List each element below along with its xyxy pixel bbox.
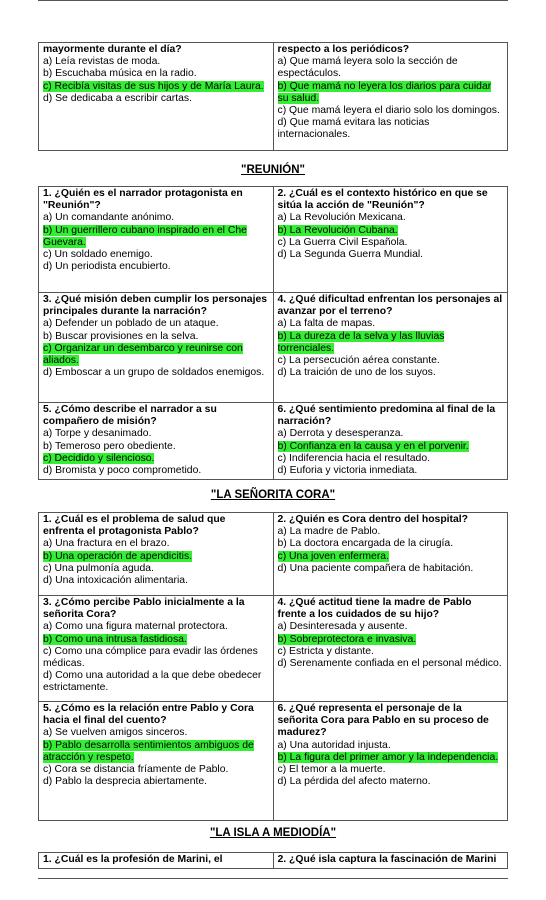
correct-answer-highlight: b) Confianza en la causa y en el porvenir. xyxy=(277,440,469,452)
answer-option xyxy=(278,658,504,670)
correct-answer-highlight: b) Pablo desarrolla sentimientos ambiguos de atracción y respeto. xyxy=(43,739,254,763)
answer-option xyxy=(43,776,269,788)
answer-option xyxy=(43,563,269,575)
answer-text: c) Una pulmonía aguda. xyxy=(43,562,154,574)
answer-option xyxy=(278,551,504,563)
answer-text: b) Escuchaba música en la radio. xyxy=(43,68,197,80)
answer-text: d) Como una autoridad a la que debe obedecer estrictamente. xyxy=(43,670,262,694)
correct-answer-highlight: b) Como una intrusa fastidiosa. xyxy=(43,633,187,645)
question-cell xyxy=(273,853,508,869)
answer-text: b) La doctora encargada de la cirugía. xyxy=(277,538,454,550)
answer-option xyxy=(278,355,504,367)
answer-text: c) El temor a la muerte. xyxy=(277,764,386,776)
answer-option xyxy=(278,538,504,550)
answer-text: d) Un periodista encubierto. xyxy=(43,261,171,273)
page-top-rule xyxy=(38,0,508,1)
answer-option xyxy=(43,331,269,343)
answer-option xyxy=(278,646,504,658)
question-text: 6. ¿Qué sentimiento predomina al final de la narración? xyxy=(277,404,496,428)
question-cell xyxy=(39,403,274,480)
answer-text: c) Estricta y distante. xyxy=(277,645,374,657)
answer-option xyxy=(43,670,269,694)
answer-text: a) Torpe y desanimado. xyxy=(43,428,152,440)
section-title-reunion: "REUNIÓN" xyxy=(241,164,305,176)
answer-option xyxy=(278,212,504,224)
answer-option xyxy=(43,538,269,550)
answer-text: d) Una paciente compañera de habitación. xyxy=(277,562,474,574)
answer-option xyxy=(43,93,269,105)
reunion-question-table xyxy=(38,186,508,480)
question-text: 6. ¿Qué representa el personaje de la señorita Cora para Pablo en su proceso de madurez? xyxy=(277,703,489,739)
correct-answer-highlight: b) Sobreprotectora e invasiva. xyxy=(277,633,417,645)
cont-left-cell xyxy=(39,43,274,151)
answer-text: c) Que mamá leyera el diario solo los domingos. xyxy=(277,105,500,117)
answer-text: a) La Revolución Mexicana. xyxy=(277,212,406,224)
cont-right-cell xyxy=(273,43,508,151)
answer-option xyxy=(278,117,504,141)
answer-option xyxy=(43,343,269,367)
correct-answer-highlight: b) Una operación de apendicitis. xyxy=(43,550,193,562)
answer-text: b) Buscar provisiones en la selva. xyxy=(43,330,199,342)
question-cell xyxy=(273,403,508,480)
answer-text: a) Una autoridad injusta. xyxy=(277,739,391,751)
correct-answer-highlight: b) La Revolución Cubana. xyxy=(277,224,398,236)
question-cell xyxy=(273,293,508,403)
answer-text: c) La persecución aérea constante. xyxy=(277,355,440,367)
answer-option xyxy=(278,331,504,355)
answer-option xyxy=(278,237,504,249)
answer-option xyxy=(278,441,504,453)
answer-option xyxy=(278,225,504,237)
answer-option xyxy=(278,764,504,776)
question-text: 2. ¿Qué isla captura la fascinación de Marini xyxy=(277,854,497,865)
question-text: 4. ¿Qué dificultad enfrentan los personajes al avanzar por el terreno? xyxy=(277,294,503,318)
question-cell xyxy=(273,187,508,293)
answer-option xyxy=(278,563,504,575)
correct-answer-highlight: b) Que mamá no leyera los diarios para cuidar su salud. xyxy=(277,80,492,104)
cora-question-table xyxy=(38,512,508,821)
answer-option xyxy=(278,621,504,633)
question-cell xyxy=(39,702,274,821)
answer-option xyxy=(43,441,269,453)
question-text: 1. ¿Cuál es la profesión de Marini, el xyxy=(43,854,223,865)
answer-option xyxy=(43,56,269,68)
question-text: 5. ¿Cómo es la relación entre Pablo y Cora hacia el final del cuento? xyxy=(43,703,254,727)
answer-text: a) Leía revistas de moda. xyxy=(43,56,161,68)
answer-option xyxy=(43,212,269,224)
question-text: 1. ¿Quién es el narrador protagonista en "Reunión"? xyxy=(43,188,243,212)
answer-option xyxy=(43,68,269,80)
answer-text: a) Se vuelven amigos sinceros. xyxy=(43,727,188,739)
answer-option xyxy=(43,318,269,330)
question-text: 2. ¿Cuál es el contexto histórico en que se sitúa la acción de "Reunión"? xyxy=(277,188,488,212)
continuation-table xyxy=(38,42,508,151)
answer-text: d) Que mamá evitara las noticias internacionales. xyxy=(277,117,430,141)
answer-text: a) Desinteresada y ausente. xyxy=(277,621,408,633)
question-cell xyxy=(39,853,274,869)
correct-answer-highlight: c) Recibía visitas de sus hijos y de María Laura. xyxy=(43,80,264,92)
answer-text: a) Como una figura maternal protectora. xyxy=(43,621,228,633)
question-text: 3. ¿Cómo percibe Pablo inicialmente a la señorita Cora? xyxy=(43,597,245,621)
answer-text: d) La traición de uno de los suyos. xyxy=(277,367,436,379)
answer-option xyxy=(43,575,269,587)
question-cell xyxy=(39,596,274,702)
answer-option xyxy=(278,752,504,764)
answer-option xyxy=(43,225,269,249)
answer-text: d) Una intoxicación alimentaria. xyxy=(43,575,188,587)
answer-text: c) Como una cómplice para evadir las órdenes médicas. xyxy=(43,645,258,670)
answer-text: d) Se dedicaba a escribir cartas. xyxy=(43,92,193,104)
answer-option xyxy=(278,465,504,477)
question-text: 2. ¿Quién es Cora dentro del hospital? xyxy=(277,514,469,525)
answer-option xyxy=(43,551,269,563)
question-cell xyxy=(273,513,508,596)
question-text: mayormente durante el día? xyxy=(43,44,182,55)
answer-text: c) Cora se distancia fríamente de Pablo. xyxy=(43,764,229,776)
answer-option xyxy=(278,56,504,80)
answer-option xyxy=(43,740,269,764)
question-text: 4. ¿Qué actitud tiene la madre de Pablo frente a los cuidados de su hijo? xyxy=(277,597,472,621)
answer-text: c) Indiferencia hacia el resultado. xyxy=(277,452,430,464)
question-text: respecto a los periódicos? xyxy=(277,44,410,55)
question-cell xyxy=(273,596,508,702)
answer-option xyxy=(43,634,269,646)
answer-text: a) Un comandante anónimo. xyxy=(43,212,175,224)
answer-option xyxy=(43,465,269,477)
answer-option xyxy=(43,367,269,379)
section-title-la-isla-a-mediodia: "LA ISLA A MEDIODÍA" xyxy=(209,827,337,839)
answer-text: a) Una fractura en el brazo. xyxy=(43,538,170,550)
correct-answer-highlight: b) La figura del primer amor y la independencia. xyxy=(277,751,499,763)
correct-answer-highlight: c) Decidido y silencioso. xyxy=(43,452,155,464)
answer-option xyxy=(43,764,269,776)
question-cell xyxy=(273,702,508,821)
isla-question-table xyxy=(38,852,508,869)
answer-option xyxy=(43,727,269,739)
question-cell xyxy=(39,293,274,403)
answer-option xyxy=(278,526,504,538)
answer-option xyxy=(278,318,504,330)
answer-option xyxy=(278,740,504,752)
answer-text: a) La madre de Pablo. xyxy=(277,526,381,538)
answer-text: d) Emboscar a un grupo de soldados enemigos. xyxy=(43,367,265,379)
answer-option xyxy=(278,105,504,117)
answer-option xyxy=(43,453,269,465)
answer-text: d) La Segunda Guerra Mundial. xyxy=(277,249,424,261)
answer-text: b) Temeroso pero obediente. xyxy=(43,440,176,452)
page-bottom-rule xyxy=(38,878,508,879)
answer-option xyxy=(278,249,504,261)
answer-option xyxy=(278,81,504,105)
answer-option xyxy=(278,453,504,465)
answer-option xyxy=(43,249,269,261)
answer-option xyxy=(43,646,269,670)
answer-text: d) Bromista y poco comprometido. xyxy=(43,465,202,477)
question-text: 5. ¿Cómo describe el narrador a su compañero de misión? xyxy=(43,404,217,428)
section-title-la-senorita-cora: "LA SEÑORITA CORA" xyxy=(210,489,336,501)
answer-option xyxy=(43,81,269,93)
correct-answer-highlight: b) Un guerrillero cubano inspirado en el Che Guevara. xyxy=(43,224,247,248)
answer-option xyxy=(43,621,269,633)
question-text: 1. ¿Cuál es el problema de salud que enfrenta el protagonista Pablo? xyxy=(43,514,226,538)
question-text: 3. ¿Qué misión deben cumplir los personajes principales durante la narración? xyxy=(43,294,268,318)
answer-text: a) La falta de mapas. xyxy=(277,318,376,330)
answer-text: d) Serenamente confiada en el personal médico. xyxy=(277,658,502,670)
answer-text: c) La Guerra Civil Española. xyxy=(277,236,408,248)
question-cell xyxy=(39,513,274,596)
answer-text: a) Defender un poblado de un ataque. xyxy=(43,318,219,330)
answer-option xyxy=(278,776,504,788)
correct-answer-highlight: c) Una joven enfermera. xyxy=(277,550,389,562)
answer-text: a) Que mamá leyera solo la sección de espectáculos. xyxy=(277,56,458,80)
answer-option xyxy=(278,367,504,379)
answer-text: c) Un soldado enemigo. xyxy=(43,249,153,261)
question-cell xyxy=(39,187,274,293)
answer-option xyxy=(43,428,269,440)
answer-text: d) La pérdida del afecto materno. xyxy=(277,776,431,788)
correct-answer-highlight: c) Organizar un desembarco y reunirse con aliados. xyxy=(43,342,243,367)
answer-text: a) Derrota y desesperanza. xyxy=(277,428,404,440)
answer-text: d) Pablo la desprecia abiertamente. xyxy=(43,776,208,788)
answer-option xyxy=(278,634,504,646)
answer-text: d) Euforia y victoria inmediata. xyxy=(277,465,418,477)
answer-option xyxy=(43,261,269,273)
answer-option xyxy=(278,428,504,440)
correct-answer-highlight: b) La dureza de la selva y las lluvias torrenciales. xyxy=(277,330,445,354)
